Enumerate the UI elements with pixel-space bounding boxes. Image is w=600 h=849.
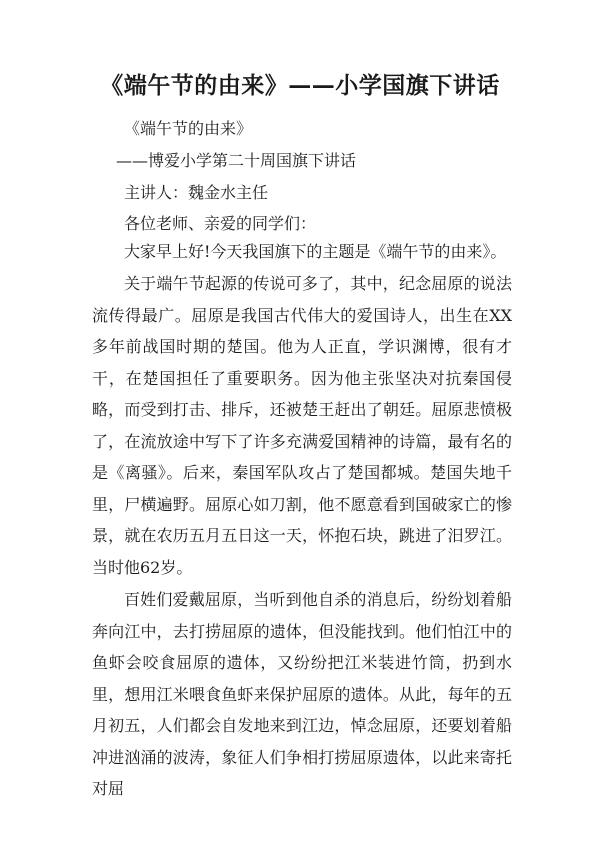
greeting-line: 各位老师、亲爱的同学们： bbox=[124, 214, 317, 233]
speaker-line: 主讲人：魏金水主任 bbox=[124, 183, 269, 202]
page-title: 《端午节的由来》——小学国旗下讲话 bbox=[100, 72, 500, 99]
paragraph-3: 百姓们爱戴屈原，当听到他自杀的消息后，纷纷划着船奔向江中，去打捞屈原的遗体，但没能找到。他们怕江中的鱼虾会咬食屈原的遗体，又纷纷把江米装进竹筒，扔到水里，想用江米喂食鱼虾来保护屈原的遗体。从此，每年的五月初五，人们都会自发地来到江边，悼念屈原，还要划着船冲进汹涌的波涛，象征人们争相打捞屈原遗体，以此来寄托对屈 bbox=[92, 590, 512, 798]
paragraph-2: 关于端午节起源的传说可多了，其中，纪念屈原的说法流传得最广。屈原是我国古代伟大的爱国诗人，出生在XX多年前战国时期的楚国。他为人正直，学识渊博，很有才干，在楚国担任了重要职务。因为他主张坚决对抗秦国侵略，而受到打击、排斥，还被楚王赶出了朝廷。屈原悲愤极了，在流放途中写下了许多充满爱国精神的诗篇，最有名的是《离骚》。后来，秦国军队攻占了楚国都城。楚国失地千里，尸横遍野。屈原心如刀割，他不愿意看到国破家亡的惨景，就在农历五月五日这一天，怀抱石块，跳进了汨罗江。当时他62岁。 bbox=[92, 274, 512, 577]
paragraph-1: 大家早上好!今天我国旗下的主题是《端午节的由来》。 bbox=[124, 242, 507, 261]
speech-subtitle: 《端午节的由来》 bbox=[124, 119, 253, 138]
speech-event: ——博爱小学第二十周国旗下讲话 bbox=[116, 151, 357, 170]
